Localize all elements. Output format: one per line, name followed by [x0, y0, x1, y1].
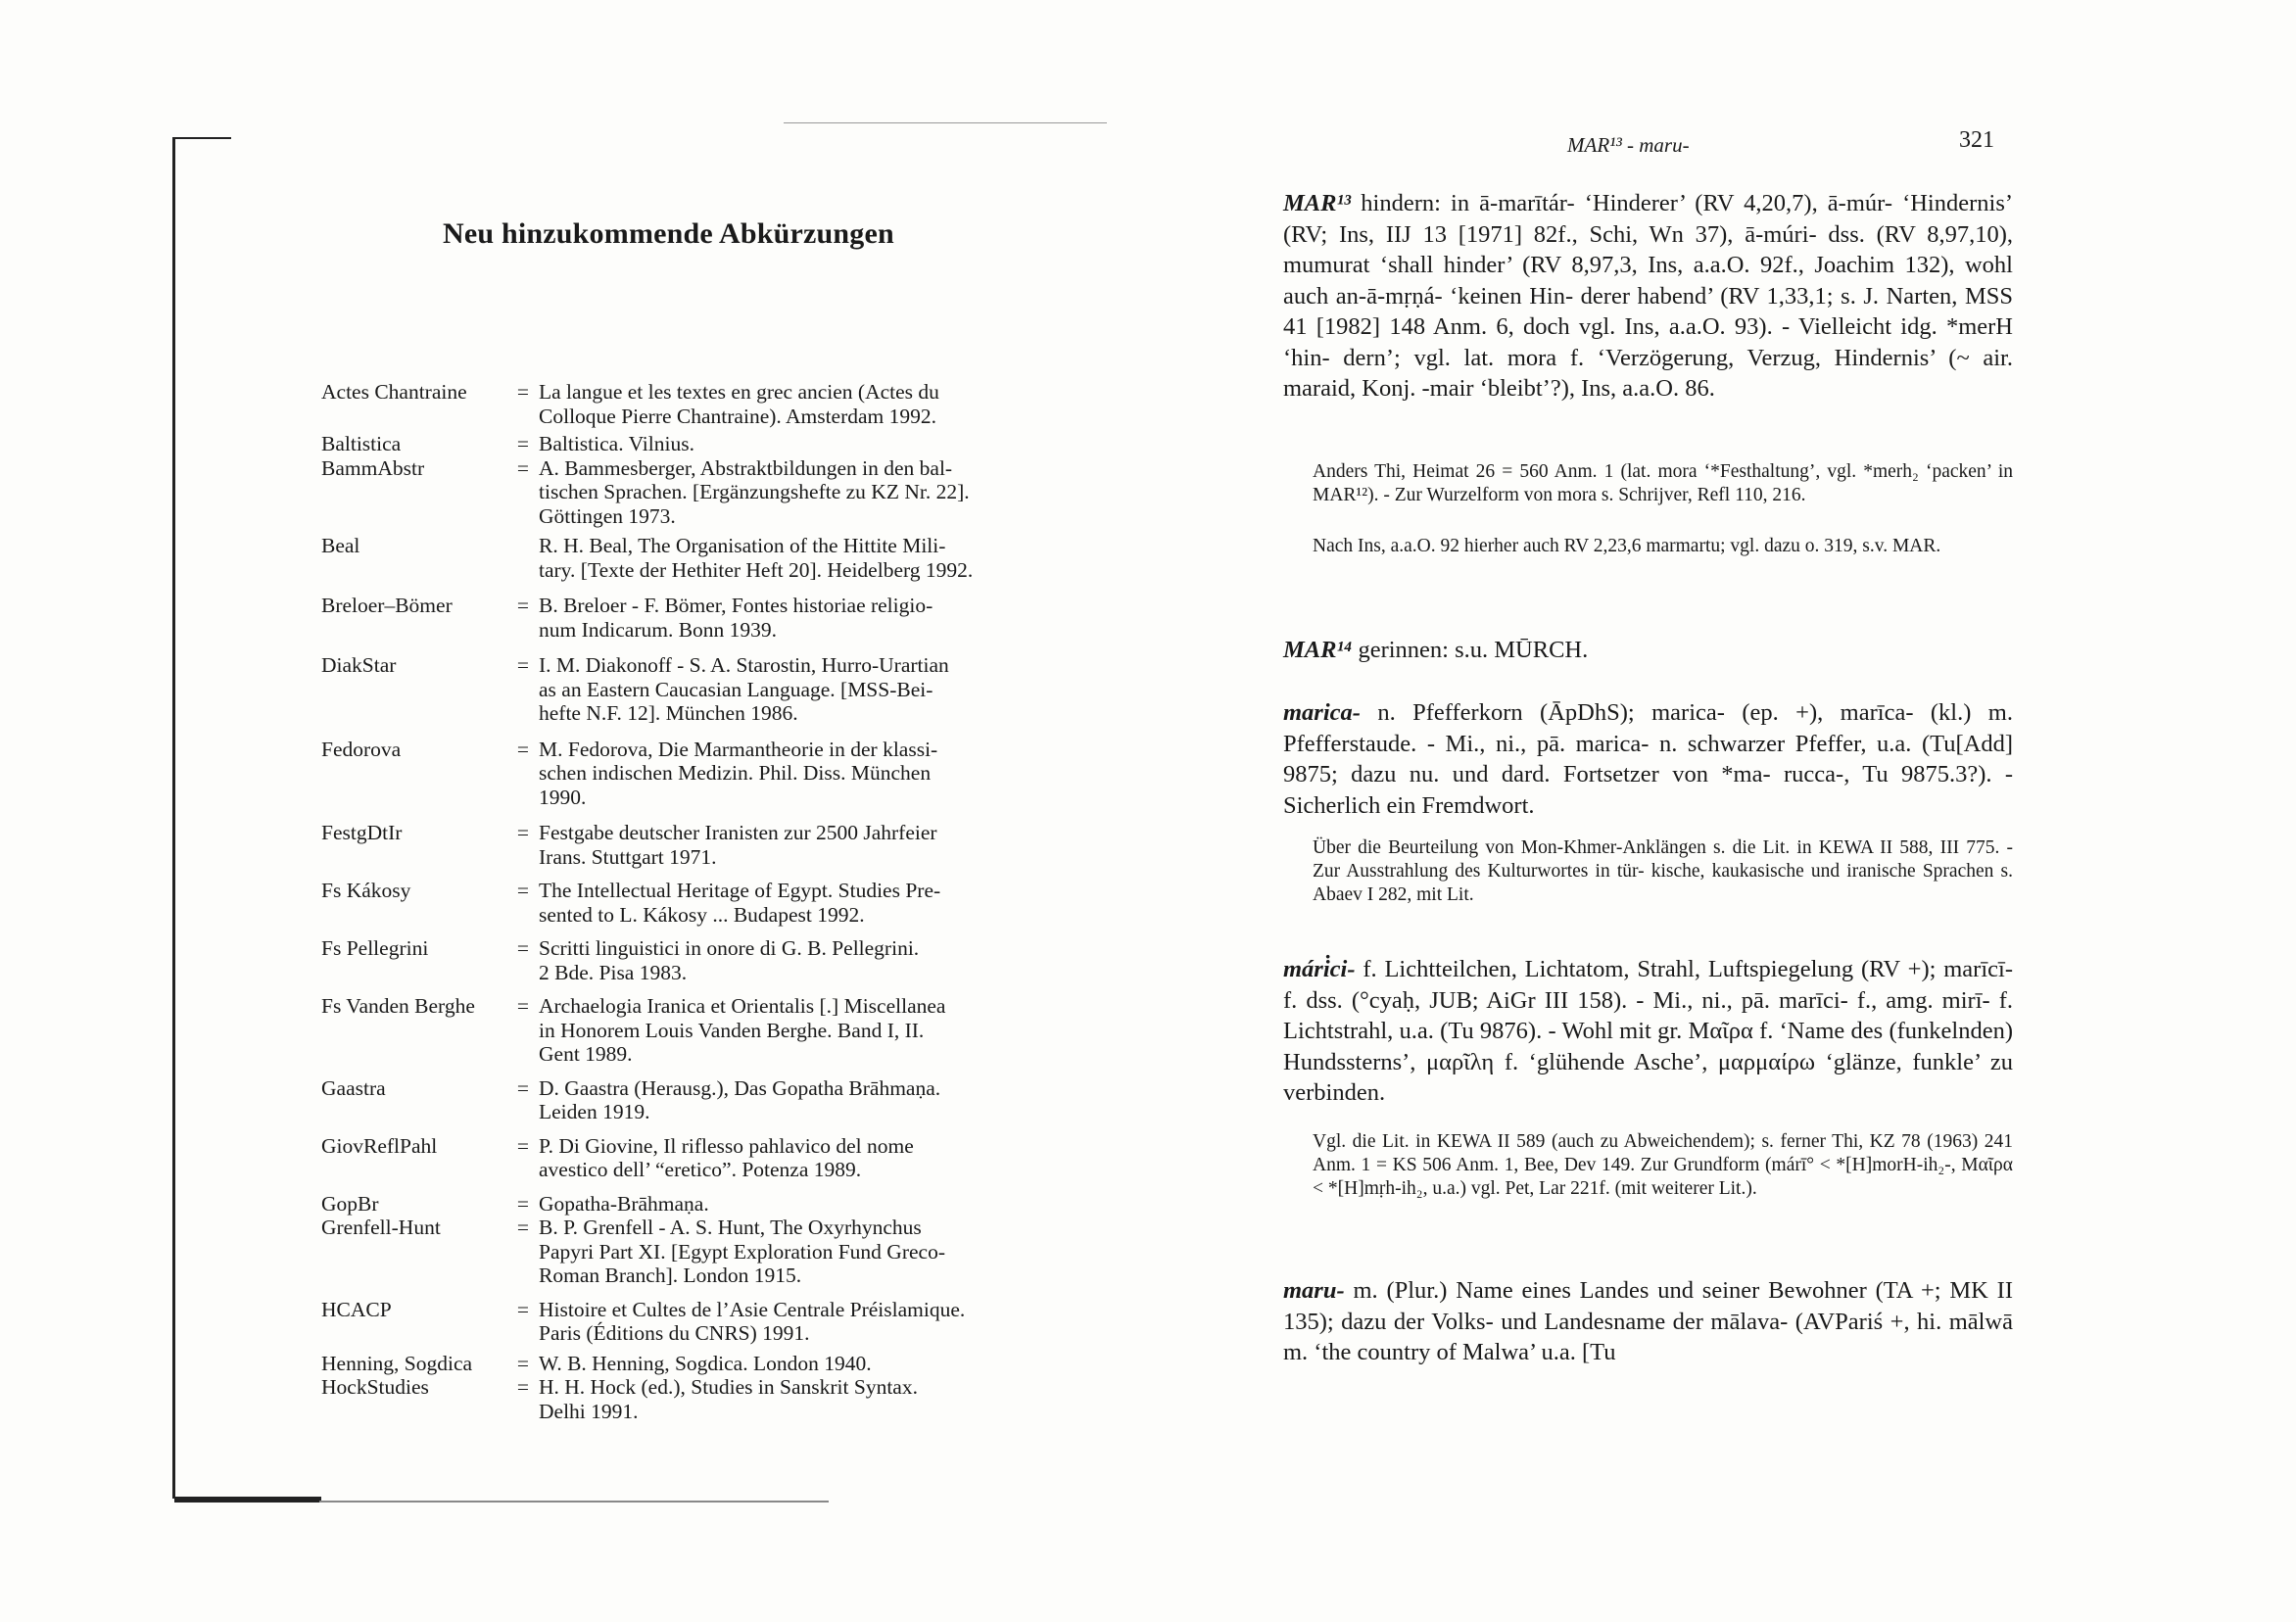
entry-text: gerinnen: s.u. MŪRCH.: [1358, 637, 1589, 663]
abbreviation-key: GiovReflPahl: [321, 1133, 438, 1158]
equals-sign: =: [516, 653, 530, 677]
abbreviation-expansion: Baltistica. Vilnius.: [539, 432, 694, 455]
abbreviation-key: Henning, Sogdica: [321, 1351, 473, 1375]
abbreviation-list: [321, 380, 1085, 1423]
left-page: [176, 127, 1117, 1528]
abbreviation-key: Grenfell-Hunt: [321, 1216, 441, 1239]
abbreviation-key: DiakStar: [321, 653, 397, 677]
equals-sign: =: [516, 380, 530, 404]
equals-sign: =: [516, 432, 530, 455]
equals-sign: =: [516, 879, 530, 902]
abbreviation-expansion: P. Di Giovine, Il riflesso pahlavico del nome avestico dell’ “eretico”. Potenza 1989.: [539, 1133, 914, 1181]
abbreviation-key: FestgDtIr: [321, 821, 403, 844]
equals-sign: =: [516, 1191, 530, 1216]
abbreviation-expansion: A. Bammesberger, Abstraktbildungen in den bal- tischen Sprachen. [Ergänzungshefte zu KZ Nr. 22]. Göttingen 1973.: [539, 455, 970, 528]
abbreviation-entry: [321, 1134, 1085, 1182]
entry-text: hindern: in ā-marītár- ‘Hinderer’ (RV 4,20,7), ā-múr- ‘Hindernis’ (RV; Ins, IIJ 13 [1971] 82f., Schi, Wn 37), ā-múri- dss. (RV 8,97,10), mumurat ‘shall hinder’ (RV 8,97,3, Ins, a.a.O. 92f., Joachim 132), wohl auch an-ā-mṛṇá- ‘keinen Hin- derer habend’ (RV 1,33,1; s. J. Narten, MSS 41 [1982] 148 Anm. 6, doch vgl. Ins, a.a.O. 93). - Vielleicht idg. *merH ‘hin- dern’; vgl. lat. mora f. ‘Verzögerung, Verzug, Hindernis’ (~ air. maraid, Konj. -mair ‘bleibt’?), Ins, a.a.O. 86.: [1283, 190, 2014, 402]
abbreviation-entry: [321, 879, 1085, 927]
scan-edge-top-rule: [784, 122, 1107, 123]
abbreviation-entry: [321, 594, 1085, 642]
dictionary-entry-mar13: [1283, 188, 2013, 405]
abbreviation-key: Beal: [321, 534, 360, 557]
abbreviation-entry: [321, 1375, 1085, 1423]
equals-sign: =: [516, 737, 530, 761]
equals-sign: =: [516, 821, 530, 844]
abbreviation-key: GopBr: [321, 1191, 379, 1216]
dictionary-entry-marici: [1283, 954, 2013, 1109]
entry-text: n. Pfefferkorn (ĀpDhS); marica- (ep. +), marīca- (kl.) m. Pfefferstaude. - Mi., ni., pā. marica- n. schwarzer Pfeffer, u.a. (Tu[Add] 9875; dazu nu. und dard. Fortsetzer von *ma- rucca-, Tu 9875.3?). - Sicherlich ein Fremdwort.: [1283, 699, 2013, 819]
entry-text: m. (Plur.) Name eines Landes und seiner Bewohner (TA +; MK II 135); dazu der Volks- und Landesname der mālava- (AVPariś +, hi. mālwā m. ‘the country of Malwa’ u.a. [Tu: [1283, 1277, 2013, 1365]
abbreviation-expansion: Gopatha-Brāhmaṇa.: [539, 1191, 709, 1216]
abbreviation-expansion: H. H. Hock (ed.), Studies in Sanskrit Syntax. Delhi 1991.: [539, 1375, 918, 1423]
equals-sign: =: [516, 594, 530, 617]
abbreviation-expansion: La langue et les textes en grec ancien (Actes du Colloque Pierre Chantraine). Amsterdam 1992.: [539, 380, 939, 428]
abbreviation-entry: [321, 1298, 1085, 1346]
abbreviation-key: Fs Kákosy: [321, 879, 411, 902]
abbreviation-key: Actes Chantraine: [321, 380, 467, 404]
entry-note: Über die Beurteilung von Mon-Khmer-Anklängen s. die Lit. in KEWA II 588, III 775. - Zur Ausstrahlung des Kulturwortes in tür- kische, kaukasische und iranische Sprachen s. Abaev I 282, mit Lit.: [1313, 837, 2013, 905]
equals-sign: =: [516, 455, 530, 480]
abbreviation-expansion: B. P. Grenfell - A. S. Hunt, The Oxyrhynchus Papyri Part XI. [Egypt Exploration Fund Greco- Roman Branch]. London 1915.: [539, 1216, 945, 1287]
abbreviation-expansion: B. Breloer - F. Bömer, Fontes historiae religio- num Indicarum. Bonn 1939.: [539, 594, 933, 642]
equals-sign: =: [516, 936, 530, 960]
entry-note: Vgl. die Lit. in KEWA II 589 (auch zu Abweichendem); s. ferner Thi, KZ 78 (1963) 241 Anm. 1 = KS 506 Anm. 1, Bee, Dev 149. Zur Grundform (márī° < *[H]morH-ih₂-, Μαῖρα < *[H]mṛh-ih₂, u.a.) vgl. Pet, Lar 221f. (mit weiterer Lit.).: [1313, 1131, 2013, 1199]
equals-sign: =: [516, 1351, 530, 1375]
abbreviation-key: Breloer–Bömer: [321, 594, 453, 617]
abbreviation-entry: [321, 1076, 1085, 1124]
abbreviation-entry: [321, 653, 1085, 726]
entry-lemma: MAR¹⁴: [1283, 637, 1353, 663]
page-number: 321: [1959, 127, 1994, 153]
equals-sign: =: [516, 1216, 530, 1239]
equals-sign: =: [516, 1297, 530, 1321]
abbreviation-key: Baltistica: [321, 432, 402, 455]
equals-sign: =: [516, 994, 530, 1018]
running-head: MAR¹³ - maru-: [1567, 133, 1690, 157]
entry-note: Nach Ins, a.a.O. 92 hierher auch RV 2,23,6 marmartu; vgl. dazu o. 319, s.v. MAR.: [1313, 536, 1941, 556]
abbreviation-key: Fs Vanden Berghe: [321, 994, 475, 1018]
abbreviation-key: HockStudies: [321, 1375, 429, 1399]
entry-text: f. Lichtteilchen, Lichtatom, Strahl, Luftspiegelung (RV +); marīcī- f. dss. (°cyaḥ, JUB; AiGr III 158). - Mi., ni., pā. marīci- f., amg. mirī- f. Lichtstrahl, u.a. (Tu 9876). - Wohl mit gr. Μαῖρα f. ‘Name des (funkelnden) Hundssterns’, μαρῖλη f. ‘glühende Asche’, μαρμαίρω ‘glänze, funkle’ zu verbinden.: [1283, 956, 2013, 1106]
abbreviation-entry: [321, 994, 1085, 1067]
abbreviation-key: Fs Pellegrini: [321, 936, 429, 960]
entry-lemma: mári̇ci-: [1283, 956, 1356, 982]
abbreviation-expansion: Archaelogia Iranica et Orientalis [.] Miscellanea in Honorem Louis Vanden Berghe. Band I, II. Gent 1989.: [539, 994, 946, 1066]
abbreviation-entry: [321, 936, 1085, 984]
abbreviation-entry: [321, 432, 1085, 456]
dictionary-entry-maru: [1283, 1275, 2013, 1368]
abbreviation-entry: [321, 1352, 1085, 1376]
abbreviation-expansion: D. Gaastra (Herausg.), Das Gopatha Brāhmaṇa. Leiden 1919.: [539, 1075, 941, 1123]
dictionary-entry-mar14: [1283, 635, 2013, 666]
abbreviation-expansion: Histoire et Cultes de l’Asie Centrale Préislamique. Paris (Éditions du CNRS) 1991.: [539, 1297, 966, 1345]
entry-note: Anders Thi, Heimat 26 = 560 Anm. 1 (lat. mora ‘*Festhaltung’, vgl. *merh₂ ‘packen’ in MAR¹²). - Zur Wurzelform von mora s. Schrijver, Refl 110, 216.: [1313, 461, 2013, 505]
abbreviation-entry: [321, 456, 1085, 529]
abbreviation-entry: [321, 738, 1085, 810]
abbreviation-expansion: Scritti linguistici in onore di G. B. Pellegrini. 2 Bde. Pisa 1983.: [539, 936, 920, 984]
scan-edge-left: [172, 137, 175, 1499]
equals-sign: =: [516, 1375, 530, 1399]
equals-sign: =: [516, 1075, 530, 1100]
entry-lemma: MAR¹³: [1283, 190, 1352, 216]
abbreviation-entry: [321, 821, 1085, 869]
right-page: [1283, 118, 2028, 1391]
abbreviation-entry: [321, 380, 1085, 428]
abbreviation-entry: [321, 534, 1085, 582]
abbreviation-expansion: R. H. Beal, The Organisation of the Hittite Mili- tary. [Texte der Hethiter Heft 20]. Heidelberg 1992.: [539, 534, 974, 582]
abbreviation-expansion: Festgabe deutscher Iranisten zur 2500 Jahrfeier Irans. Stuttgart 1971.: [539, 821, 937, 869]
abbreviation-key: Fedorova: [321, 737, 402, 761]
abbreviation-expansion: The Intellectual Heritage of Egypt. Studies Pre- sented to L. Kákosy ... Budapest 1992.: [539, 879, 941, 927]
abbreviation-expansion: M. Fedorova, Die Marmantheorie in der klassi- schen indischen Medizin. Phil. Diss. München 1990.: [539, 737, 938, 809]
entry-lemma: maru-: [1283, 1277, 1345, 1304]
page-title: Neu hinzukommende Abkürzungen: [443, 217, 894, 250]
abbreviation-key: HCACP: [321, 1297, 392, 1321]
equals-sign: =: [516, 1133, 530, 1158]
abbreviation-key: BammAbstr: [321, 455, 425, 480]
abbreviation-key: Gaastra: [321, 1075, 386, 1100]
abbreviation-entry: [321, 1192, 1085, 1216]
abbreviation-expansion: W. B. Henning, Sogdica. London 1940.: [539, 1351, 872, 1375]
abbreviation-expansion: I. M. Diakonoff - S. A. Starostin, Hurro-Urartian as an Eastern Caucasian Language. [MSS-Bei- hefte N.F. 12]. München 1986.: [539, 653, 949, 725]
abbreviation-entry: [321, 1216, 1085, 1288]
dictionary-entry-marica: [1283, 697, 2013, 821]
entry-lemma: marica-: [1283, 699, 1361, 726]
